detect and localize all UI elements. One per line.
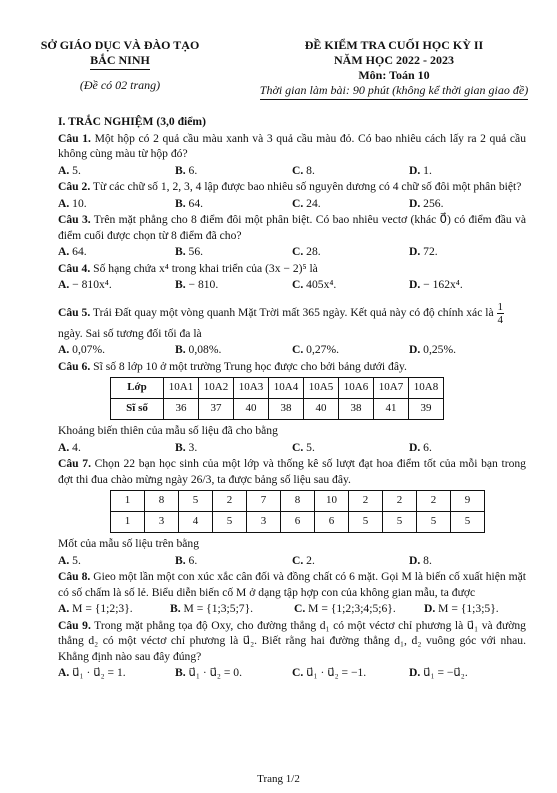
option-text: 28. <box>306 245 321 258</box>
option-text: 10. <box>72 196 87 210</box>
table-cell: 7 <box>247 491 281 512</box>
option-letter: A. <box>58 196 73 210</box>
subject: Môn: Toán 10 <box>358 68 430 82</box>
page-count-note: (Đề có 02 trang) <box>79 78 161 92</box>
option-letter: D. <box>409 553 424 567</box>
option-text: 256. <box>423 196 444 210</box>
table-cell: 3 <box>145 512 179 533</box>
option-4 <box>409 196 526 212</box>
table-cell: 10A5 <box>304 378 339 399</box>
question-number: Câu 3. <box>58 213 91 226</box>
table-cell: 10A2 <box>199 378 234 399</box>
option-text: 0,25%. <box>423 343 457 356</box>
option-3 <box>292 196 409 212</box>
table-row <box>111 378 444 399</box>
table-cell: 1 <box>111 491 145 512</box>
option-2 <box>175 196 292 212</box>
option-text: u⃗₁ = −u⃗₂. <box>423 666 468 679</box>
question-body: Một hộp có 2 quả cầu màu xanh và 3 quả cầu màu đỏ. Có bao nhiêu cách lấy ra 2 quả cầu không cùng màu từ hộp đó? <box>58 131 526 160</box>
option-letter: A. <box>58 278 73 291</box>
option-1 <box>58 553 175 569</box>
option-letter: C. <box>292 196 307 210</box>
option-text: M = {1;3;5;7}. <box>183 602 254 615</box>
option-letter: D. <box>409 440 424 454</box>
option-1 <box>58 665 175 681</box>
option-letter: D. <box>409 666 424 679</box>
table-cell: 5 <box>349 512 383 533</box>
class-size-table <box>110 377 444 420</box>
school-year: NĂM HỌC 2022 - 2023 <box>334 53 454 67</box>
table-cell: 10A7 <box>374 378 409 399</box>
option-4 <box>409 244 526 260</box>
table-header-cell: Lớp <box>111 378 164 399</box>
table-cell: 10A6 <box>339 378 374 399</box>
question-text <box>58 359 526 375</box>
option-text: 5. <box>72 553 81 567</box>
question-body: Trái Đất quay một vòng quanh Mặt Trời mất 365 ngày. Kết quả này có độ chính xác là <box>92 305 494 319</box>
question-number: Câu 1. <box>58 131 91 145</box>
question-text <box>58 569 526 600</box>
option-text: 0,07%. <box>72 343 106 356</box>
option-letter: D. <box>424 602 439 615</box>
table-cell: 37 <box>199 399 234 420</box>
option-letter: B. <box>175 343 189 356</box>
question-text <box>58 301 526 326</box>
option-text: 5. <box>306 440 315 454</box>
option-letter: A. <box>58 602 73 615</box>
option-1 <box>58 440 175 456</box>
option-3 <box>294 601 424 617</box>
table-cell: 6 <box>281 512 315 533</box>
question-6 <box>58 359 526 456</box>
table-cell: 2 <box>383 491 417 512</box>
option-3 <box>292 440 409 456</box>
option-text: u⃗₁ · u⃗₂ = 0. <box>188 666 242 679</box>
option-text: 64. <box>72 245 87 258</box>
table-cell: 39 <box>409 399 444 420</box>
option-text: − 162x⁴. <box>423 278 463 291</box>
option-letter: B. <box>175 278 189 291</box>
option-letter: A. <box>58 440 73 454</box>
option-letter: A. <box>58 553 73 567</box>
exam-content <box>58 114 526 682</box>
table-cell: 5 <box>417 512 451 533</box>
option-4 <box>409 277 526 293</box>
question-body: ngày. Sai số tương đối tối đa là <box>58 326 202 340</box>
question-body: Mốt của mẫu số liệu trên bằng <box>58 537 200 550</box>
option-letter: C. <box>292 278 307 291</box>
table-cell: 3 <box>247 512 281 533</box>
option-text: 56. <box>188 245 204 258</box>
question-7 <box>58 456 526 568</box>
question-body: Khoảng biến thiên của mẫu số liệu đã cho bằng <box>58 424 278 437</box>
table-header-cell: Sĩ số <box>111 399 164 420</box>
option-letter: B. <box>175 553 189 567</box>
section-title: I. TRẮC NGHIỆM (3,0 điểm) <box>58 115 206 128</box>
options-row <box>58 277 526 293</box>
fraction-numerator: 1 <box>497 300 504 313</box>
option-letter: B. <box>175 666 189 679</box>
option-text: u⃗₁ · u⃗₂ = 1. <box>72 666 126 679</box>
option-letter: D. <box>409 196 424 210</box>
option-4 <box>409 665 526 681</box>
option-text: 3. <box>188 440 198 454</box>
question-number: Câu 4. <box>58 261 91 275</box>
option-2 <box>175 665 292 681</box>
option-text: M = {1;2;3}. <box>72 602 133 615</box>
options-row <box>58 342 526 358</box>
table-cell: 38 <box>269 399 304 420</box>
question-3 <box>58 212 526 260</box>
option-letter: D. <box>409 245 424 258</box>
table-cell: 5 <box>179 491 213 512</box>
question-8 <box>58 569 526 617</box>
option-3 <box>292 163 409 179</box>
option-text: u⃗₁ · u⃗₂ = −1. <box>306 666 367 679</box>
question-9 <box>58 618 526 681</box>
question-body: Trong mặt phẳng tọa độ Oxy, cho đường thẳng d₁ có một véctơ chỉ phương là u⃗₁ và đường thẳng d₂ có một véctơ chỉ phương là u⃗₂. Biết rằng hai đường thẳng d₁, d₂ vuông góc với nhau. Khẳng định nào sau đây đúng? <box>58 618 526 663</box>
option-letter: C. <box>292 343 307 356</box>
question-2 <box>58 179 526 211</box>
option-1 <box>58 277 175 293</box>
option-letter: A. <box>58 245 73 258</box>
option-2 <box>175 244 292 260</box>
header-left <box>20 38 220 93</box>
option-1 <box>58 163 175 179</box>
option-1 <box>58 196 175 212</box>
question-number: Câu 6. <box>58 359 91 373</box>
option-4 <box>409 163 526 179</box>
question-number: Câu 8. <box>58 570 91 583</box>
question-body: Sĩ số 8 lớp 10 ở một trường Trung học được cho bởi bảng dưới đây. <box>93 359 407 373</box>
question-text <box>58 261 526 277</box>
table-cell: 9 <box>451 491 485 512</box>
question-text <box>58 131 526 162</box>
fraction-denominator: 4 <box>497 313 504 326</box>
option-text: 72. <box>423 245 438 258</box>
province-name: BẮC NINH <box>90 53 150 70</box>
option-text: − 810. <box>188 278 219 291</box>
option-letter: A. <box>58 666 73 679</box>
table-cell: 41 <box>374 399 409 420</box>
question-5 <box>58 301 526 358</box>
option-letter: C. <box>294 602 309 615</box>
header-right <box>235 38 553 100</box>
table-cell: 10 <box>315 491 349 512</box>
option-text: 6. <box>423 440 432 454</box>
department-name: SỞ GIÁO DỤC VÀ ĐÀO TẠO <box>40 38 200 52</box>
options-row <box>58 163 526 179</box>
options-row <box>58 196 526 212</box>
option-letter: C. <box>292 440 307 454</box>
table-cell: 1 <box>111 512 145 533</box>
option-letter: B. <box>170 602 184 615</box>
option-text: 6. <box>188 553 198 567</box>
table-cell: 8 <box>145 491 179 512</box>
question-text <box>58 618 526 665</box>
option-text: 24. <box>306 196 321 210</box>
option-2 <box>170 601 294 617</box>
options-row <box>58 553 526 569</box>
table-cell: 2 <box>349 491 383 512</box>
option-2 <box>175 277 292 293</box>
option-text: 5. <box>72 163 81 177</box>
option-text: 2. <box>306 553 315 567</box>
question-number: Câu 5. <box>58 305 91 319</box>
question-number: Câu 9. <box>58 618 91 632</box>
table-cell: 8 <box>281 491 315 512</box>
option-text: 0,27%. <box>306 343 340 356</box>
question-4 <box>58 261 526 293</box>
table-cell: 4 <box>179 512 213 533</box>
option-4 <box>424 601 526 617</box>
question-1 <box>58 131 526 179</box>
question-body: Số hạng chứa x⁴ trong khai triển của (3x − 2)⁵ là <box>93 261 318 275</box>
table-row <box>111 512 485 533</box>
table-cell: 40 <box>234 399 269 420</box>
option-letter: D. <box>409 278 424 291</box>
option-text: 1. <box>423 163 432 177</box>
table-cell: 40 <box>304 399 339 420</box>
question-body: Trên mặt phẳng cho 8 điểm đôi một phân biệt. Có bao nhiêu vectơ (khác 0⃗) có điểm đầu và điểm cuối được chọn từ 8 điểm đã cho? <box>58 213 526 242</box>
option-1 <box>58 601 170 617</box>
option-3 <box>292 342 409 358</box>
question-text <box>58 423 526 439</box>
option-text: 8. <box>423 553 432 567</box>
table-cell: 5 <box>383 512 417 533</box>
option-letter: B. <box>175 440 189 454</box>
option-text: 8. <box>306 163 315 177</box>
option-2 <box>175 553 292 569</box>
option-text: − 810x⁴. <box>72 278 112 291</box>
option-2 <box>175 342 292 358</box>
option-letter: B. <box>175 196 189 210</box>
table-cell: 38 <box>339 399 374 420</box>
question-text <box>58 179 526 195</box>
question-text <box>58 212 526 243</box>
options-row <box>58 601 526 617</box>
option-letter: A. <box>58 163 73 177</box>
option-letter: A. <box>58 343 73 356</box>
option-3 <box>292 277 409 293</box>
option-2 <box>175 440 292 456</box>
exam-title: ĐỀ KIỂM TRA CUỐI HỌC KỲ II <box>304 38 484 52</box>
option-letter: C. <box>292 163 307 177</box>
option-letter: C. <box>292 245 307 258</box>
option-3 <box>292 553 409 569</box>
option-4 <box>409 553 526 569</box>
option-text: 6. <box>188 163 198 177</box>
page-footer: Trang 1/2 <box>257 773 300 785</box>
exam-time: Thời gian làm bài: 90 phút (không kể thời gian giao đề) <box>260 83 528 100</box>
option-letter: C. <box>292 553 307 567</box>
table-cell: 10A3 <box>234 378 269 399</box>
option-text: 0,08%. <box>188 343 222 356</box>
option-letter: D. <box>409 343 424 356</box>
option-4 <box>409 342 526 358</box>
score-count-table <box>110 490 485 533</box>
table-cell: 2 <box>213 491 247 512</box>
question-text <box>58 456 526 487</box>
table-cell: 2 <box>417 491 451 512</box>
options-row <box>58 244 526 260</box>
option-text: 405x⁴. <box>306 278 337 291</box>
option-letter: B. <box>175 245 189 258</box>
question-number: Câu 2. <box>58 180 91 193</box>
table-cell: 36 <box>164 399 199 420</box>
table-row <box>111 399 444 420</box>
options-row <box>58 665 526 681</box>
table-cell: 5 <box>451 512 485 533</box>
option-1 <box>58 342 175 358</box>
option-3 <box>292 244 409 260</box>
table-cell: 10A1 <box>164 378 199 399</box>
table-cell: 6 <box>315 512 349 533</box>
question-body: Chọn 22 bạn học sinh của một lớp và thống kê số lượt đạt hoa điểm tốt của mỗi bạn trong đợt thi đua chào mừng ngày 26/3, ta được bảng số liệu sau đây. <box>58 457 526 486</box>
option-4 <box>409 440 526 456</box>
options-row <box>58 440 526 456</box>
option-letter: C. <box>292 666 307 679</box>
option-1 <box>58 244 175 260</box>
table-row <box>111 491 485 512</box>
option-letter: B. <box>175 163 189 177</box>
question-body: Gieo một lần một con xúc xắc cân đối và đồng chất có 6 mặt. Gọi M là biến cố xuất hiện mặt có số chấm là số lẻ. Biểu diễn biến cố M ở dạng tập hợp con của không gian mẫu, ta được <box>58 570 526 599</box>
table-cell: 5 <box>213 512 247 533</box>
option-2 <box>175 163 292 179</box>
question-body: Từ các chữ số 1, 2, 3, 4 lập được bao nhiêu số nguyên dương có 4 chữ số đôi một phân biệt? <box>92 180 522 193</box>
table-cell: 10A8 <box>409 378 444 399</box>
table-cell: 10A4 <box>269 378 304 399</box>
option-3 <box>292 665 409 681</box>
question-text <box>58 326 526 342</box>
question-text <box>58 536 526 552</box>
fraction <box>497 301 505 326</box>
question-number: Câu 7. <box>58 457 91 470</box>
option-text: M = {1;3;5}. <box>438 602 499 615</box>
option-text: 4. <box>72 440 81 454</box>
option-text: 64. <box>188 196 204 210</box>
option-text: M = {1;2;3;4;5;6}. <box>308 602 396 615</box>
option-letter: D. <box>409 163 424 177</box>
